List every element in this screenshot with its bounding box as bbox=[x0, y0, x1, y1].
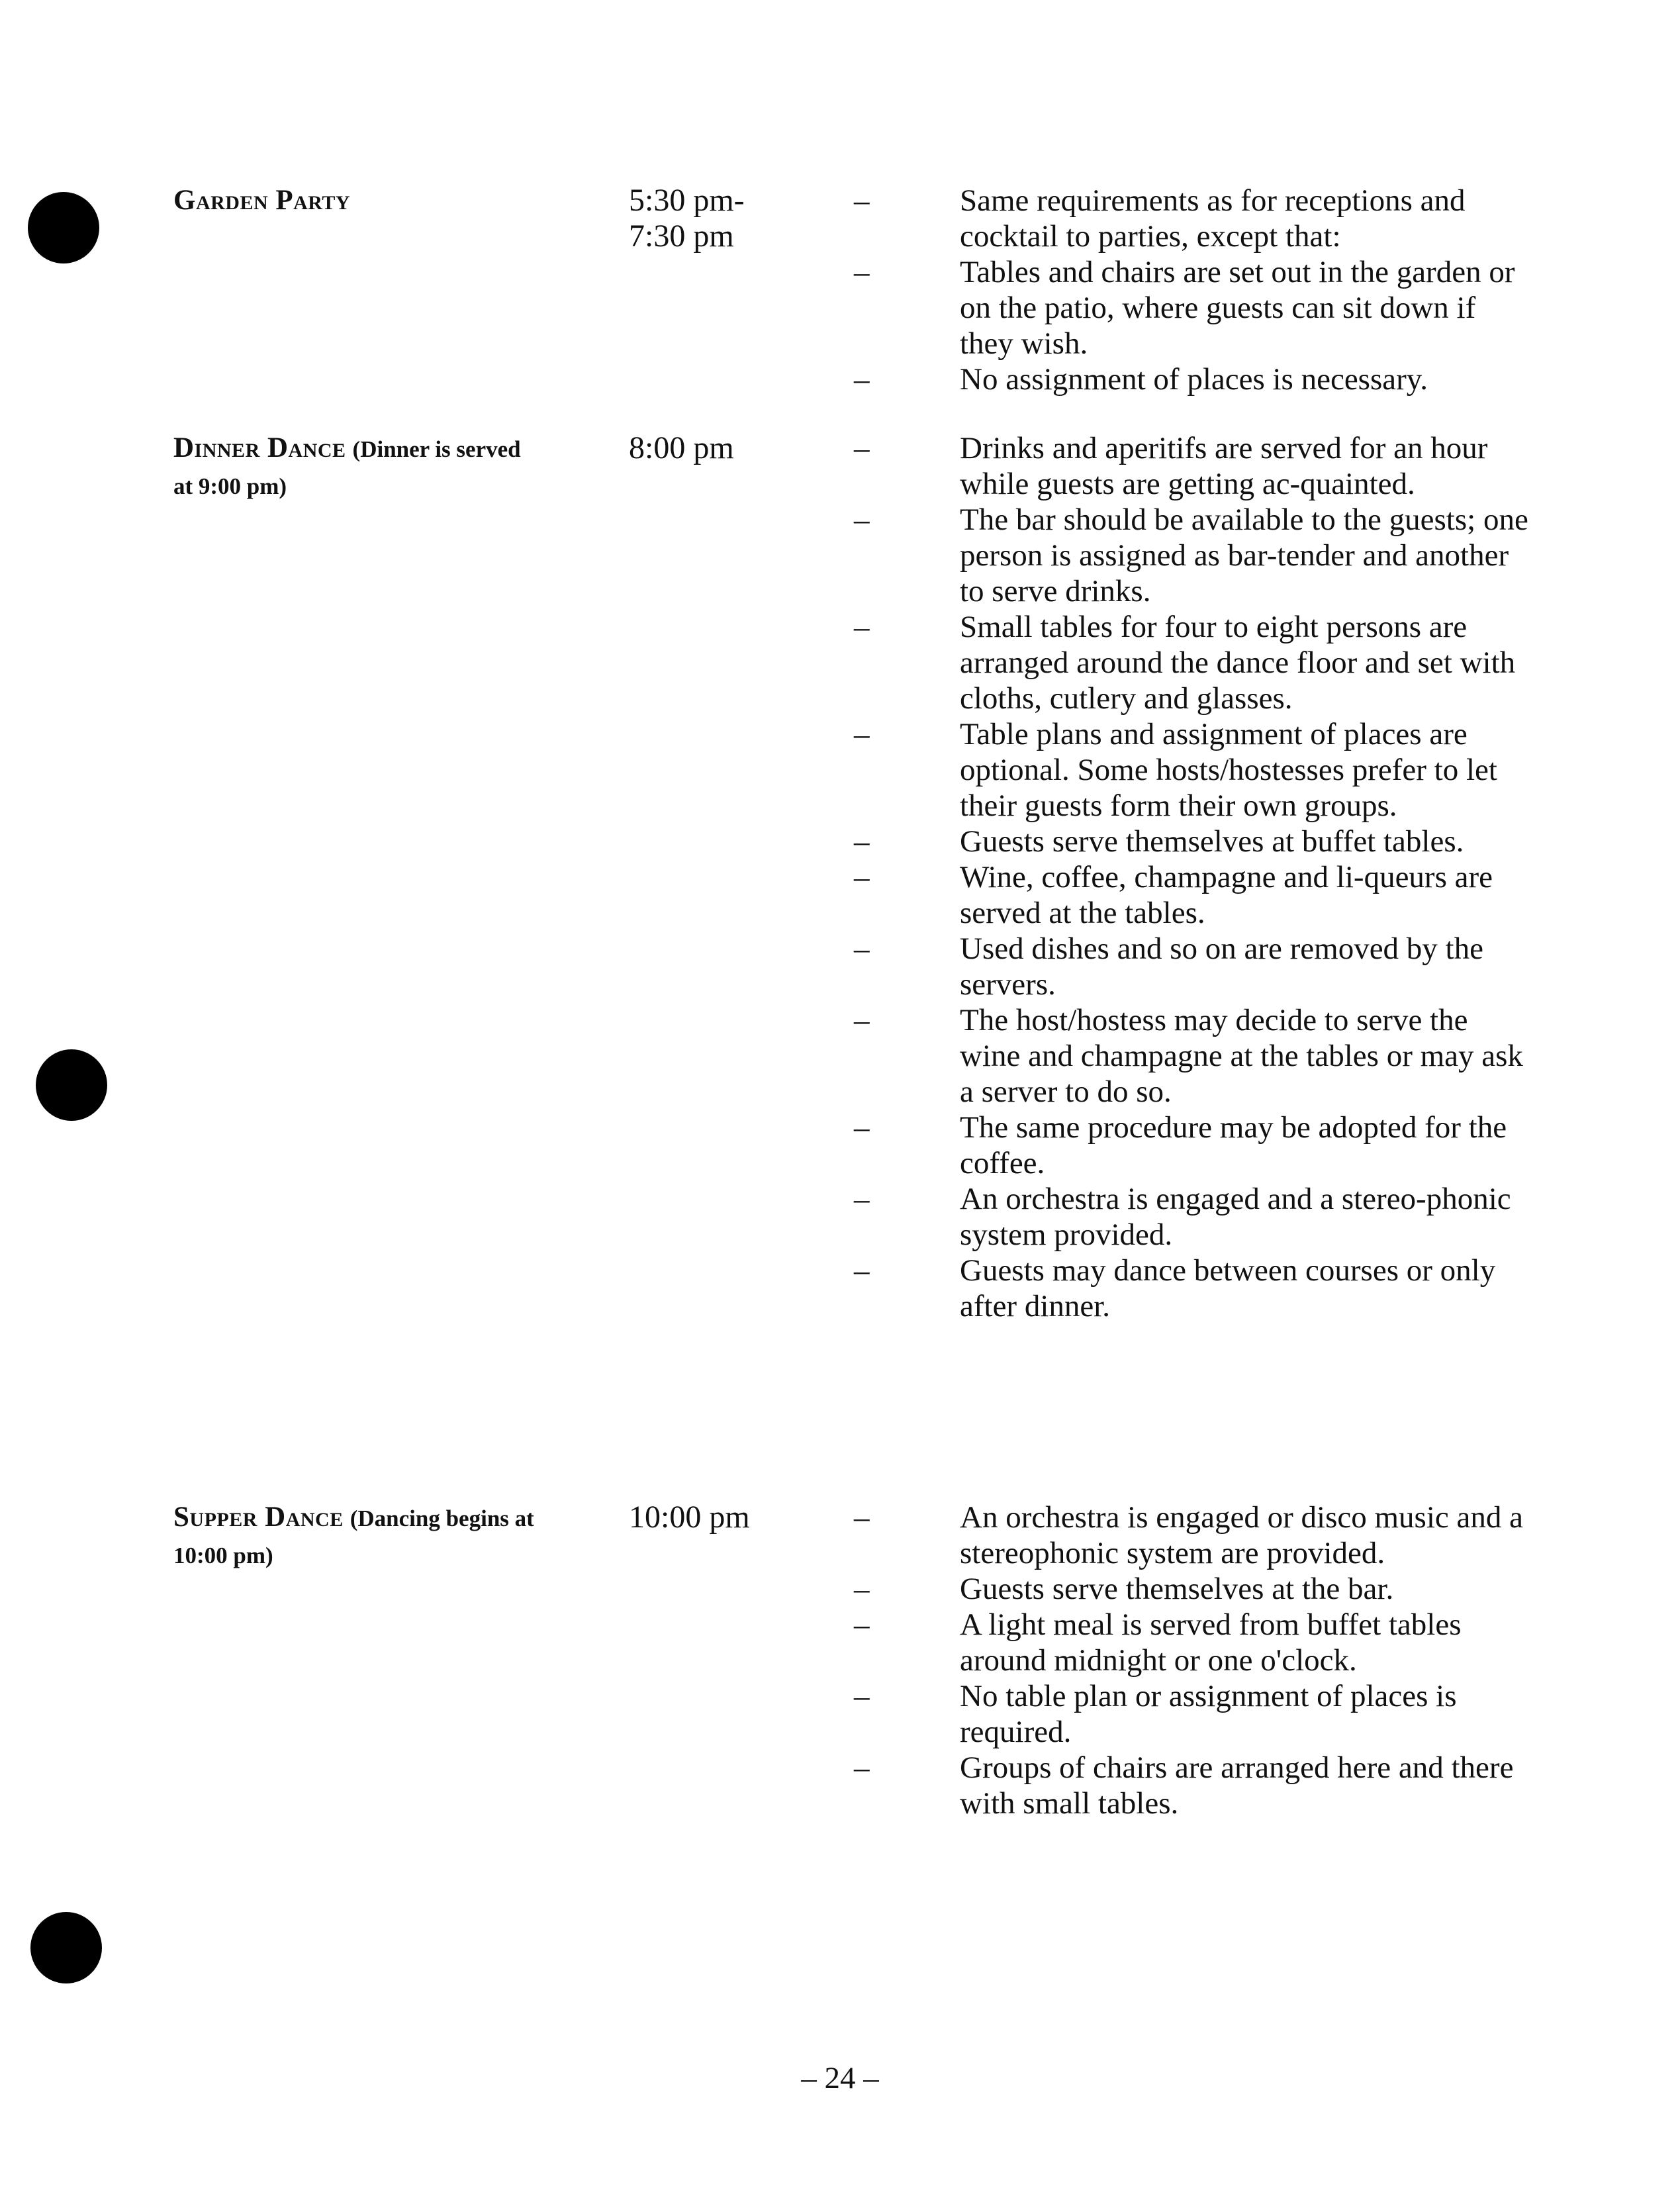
bullet-dash: – bbox=[854, 610, 870, 644]
bullet-dash: – bbox=[854, 431, 870, 465]
list-item: – Guests may dance between courses or only after dinner. bbox=[854, 1253, 1496, 1323]
bullet-dash: – bbox=[854, 1003, 870, 1037]
list-item: – The same procedure may be adopted for the coffee. bbox=[854, 1110, 1507, 1180]
event-title-block bbox=[173, 183, 544, 218]
event-name: Dinner Dance bbox=[173, 432, 346, 463]
bullet-dash: – bbox=[854, 931, 870, 966]
list-item: – Same requirements as for receptions and cocktail to parties, except that: bbox=[854, 183, 1466, 254]
punch-hole-top bbox=[28, 192, 99, 263]
requirements-list bbox=[854, 183, 1516, 397]
event-time: 10:00 pm bbox=[629, 1500, 750, 1535]
bullet-dash: – bbox=[854, 1182, 870, 1216]
list-item: – No assignment of places is necessary. bbox=[854, 362, 1428, 397]
list-item: – Small tables for four to eight persons are arranged around the dance floor and set with cloths, cutlery and glasses. bbox=[854, 610, 1516, 716]
list-item: – An orchestra is engaged and a stereo-phonic system provided. bbox=[854, 1182, 1511, 1252]
event-name: Garden Party bbox=[173, 185, 351, 216]
bullet-dash: – bbox=[854, 362, 870, 397]
bullet-dash: – bbox=[854, 1607, 870, 1642]
event-title-block bbox=[173, 1500, 544, 1574]
event-note: (Dancing begins at 10:00 pm) bbox=[173, 1505, 534, 1568]
bullet-dash: – bbox=[854, 717, 870, 751]
bullet-dash: – bbox=[854, 1750, 870, 1785]
bullet-dash: – bbox=[854, 255, 870, 289]
bullet-dash: – bbox=[854, 1110, 870, 1145]
list-item: – No table plan or assignment of places is required. bbox=[854, 1679, 1457, 1749]
bullet-dash: – bbox=[854, 824, 870, 859]
punch-hole-middle bbox=[36, 1049, 107, 1121]
event-time: 5:30 pm- 7:30 pm bbox=[629, 183, 745, 254]
punch-hole-bottom bbox=[30, 1912, 102, 1983]
event-name: Supper Dance bbox=[173, 1502, 344, 1533]
bullet-dash: – bbox=[854, 860, 870, 894]
requirements-list bbox=[854, 1500, 1523, 1821]
list-item: – Drinks and aperitifs are served for an hour while guests are getting ac-quainted. bbox=[854, 431, 1488, 501]
bullet-dash: – bbox=[854, 1253, 870, 1288]
bullet-dash: – bbox=[854, 1500, 870, 1535]
bullet-dash: – bbox=[854, 1679, 870, 1713]
event-note: (Dinner is served at 9:00 pm) bbox=[173, 436, 521, 499]
list-item: – Guests serve themselves at buffet tables. bbox=[854, 824, 1464, 859]
list-item: – Groups of chairs are arranged here and there with small tables. bbox=[854, 1750, 1514, 1821]
bullet-dash: – bbox=[854, 1572, 870, 1606]
list-item: – Guests serve themselves at the bar. bbox=[854, 1572, 1394, 1606]
list-item: – Tables and chairs are set out in the garden or on the patio, where guests can sit down if they wish. bbox=[854, 255, 1515, 361]
requirements-list bbox=[854, 430, 1528, 1324]
list-item: – Table plans and assignment of places are optional. Some hosts/hostesses prefer to let their guests form their own groups. bbox=[854, 717, 1497, 823]
list-item: – A light meal is served from buffet tables around midnight or one o'clock. bbox=[854, 1607, 1462, 1678]
list-item: – Wine, coffee, champagne and li-queurs are served at the tables. bbox=[854, 860, 1493, 930]
list-item: – The bar should be available to the guests; one person is assigned as bar-tender and another to serve drinks. bbox=[854, 502, 1528, 608]
list-item: – Used dishes and so on are removed by the servers. bbox=[854, 931, 1483, 1002]
list-item: – The host/hostess may decide to serve the wine and champagne at the tables or may ask a server to do so. bbox=[854, 1003, 1523, 1109]
bullet-dash: – bbox=[854, 183, 870, 218]
bullet-dash: – bbox=[854, 502, 870, 537]
event-time: 8:00 pm bbox=[629, 430, 734, 465]
event-title-block bbox=[173, 430, 544, 504]
page-number: – 24 – bbox=[801, 2061, 879, 2095]
list-item: – An orchestra is engaged or disco music and a stereophonic system are provided. bbox=[854, 1500, 1523, 1570]
